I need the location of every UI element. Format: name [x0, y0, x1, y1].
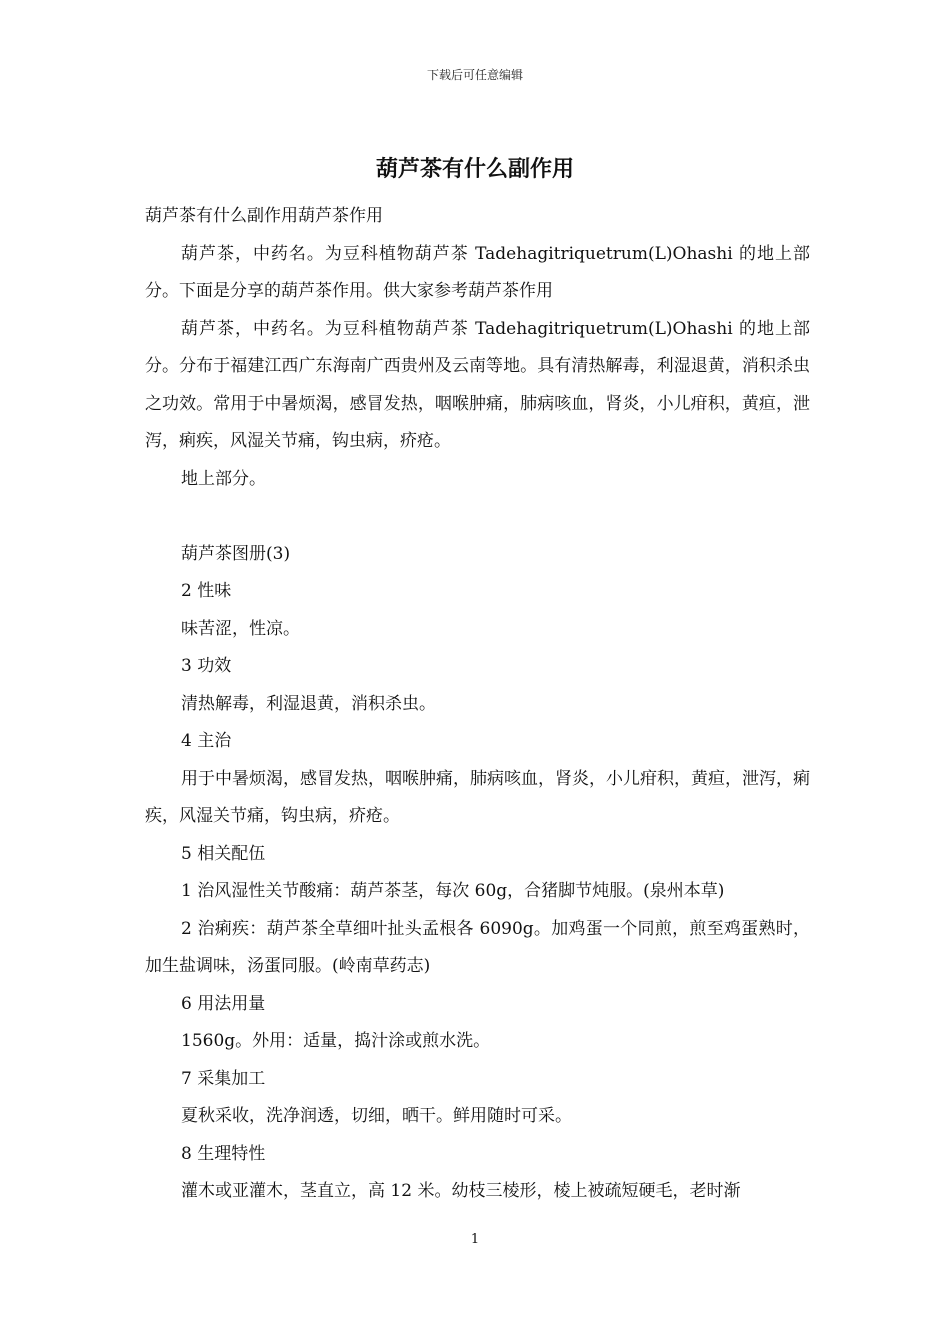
paragraph: 夏秋采收，洗净润透，切细，晒干。鲜用随时可采。 [181, 1106, 572, 1126]
paragraph: 2 治痢疾：葫芦茶全草细叶扯头孟根各 6090g。加鸡蛋一个同煎，煎至鸡蛋熟时，加生盐调味，汤蛋同服。(岭南草药志) [145, 918, 810, 976]
blank-line [145, 498, 810, 536]
document-title: 葫芦茶有什么副作用 [375, 156, 574, 182]
section-heading: 4 主治 [181, 731, 232, 751]
document-body [145, 198, 810, 1211]
paragraph: 味苦涩，性凉。 [181, 618, 300, 639]
paragraph: 地上部分。 [181, 468, 266, 489]
section-heading: 5 相关配伍 [181, 843, 266, 864]
section-heading: 8 生理特性 [181, 1143, 266, 1164]
intro-paragraph: 葫芦茶，中药名。为豆科植物葫芦茶 Tadehagitriquetrum(L)Ohashi 的地上部分。下面是分享的葫芦茶作用。供大家参考葫芦茶作用 [145, 243, 810, 301]
image-caption: 葫芦茶图册(3) [181, 543, 291, 564]
paragraph: 灌木或亚灌木，茎直立，高 12 米。幼枝三棱形，棱上被疏短硬毛，老时渐 [181, 1181, 741, 1201]
description-paragraph: 葫芦茶，中药名。为豆科植物葫芦茶 Tadehagitriquetrum(L)Ohashi 的地上部分。分布于福建江西广东海南广西贵州及云南等地。具有清热解毒，利湿退黄，消积杀虫之功效。常用于中暑烦渴，感冒发热，咽喉肿痛，肺病咳血，肾炎，小儿疳积，黄疸，泄泻，痢疾，风湿关节痛，钩虫病，疥疮。 [145, 318, 810, 451]
section-heading: 6 用法用量 [181, 993, 266, 1014]
section-heading: 3 功效 [181, 656, 232, 676]
paragraph: 1560g。外用：适量，捣汁涂或煎水洗。 [181, 1031, 491, 1051]
subtitle-line: 葫芦茶有什么副作用葫芦茶作用 [145, 206, 383, 226]
page-number: 1 [470, 1232, 480, 1247]
paragraph: 用于中暑烦渴，感冒发热，咽喉肿痛，肺病咳血，肾炎，小儿疳积，黄疸，泄泻，痢疾，风湿关节痛，钩虫病，疥疮。 [145, 768, 810, 826]
header-note: 下载后可任意编辑 [426, 68, 523, 82]
section-heading: 2 性味 [181, 581, 232, 601]
paragraph: 清热解毒，利湿退黄，消积杀虫。 [181, 693, 436, 714]
section-heading: 7 采集加工 [181, 1068, 266, 1089]
paragraph: 1 治风湿性关节酸痛：葫芦茶茎，每次 60g，合猪脚节炖服。(泉州本草) [181, 881, 725, 901]
